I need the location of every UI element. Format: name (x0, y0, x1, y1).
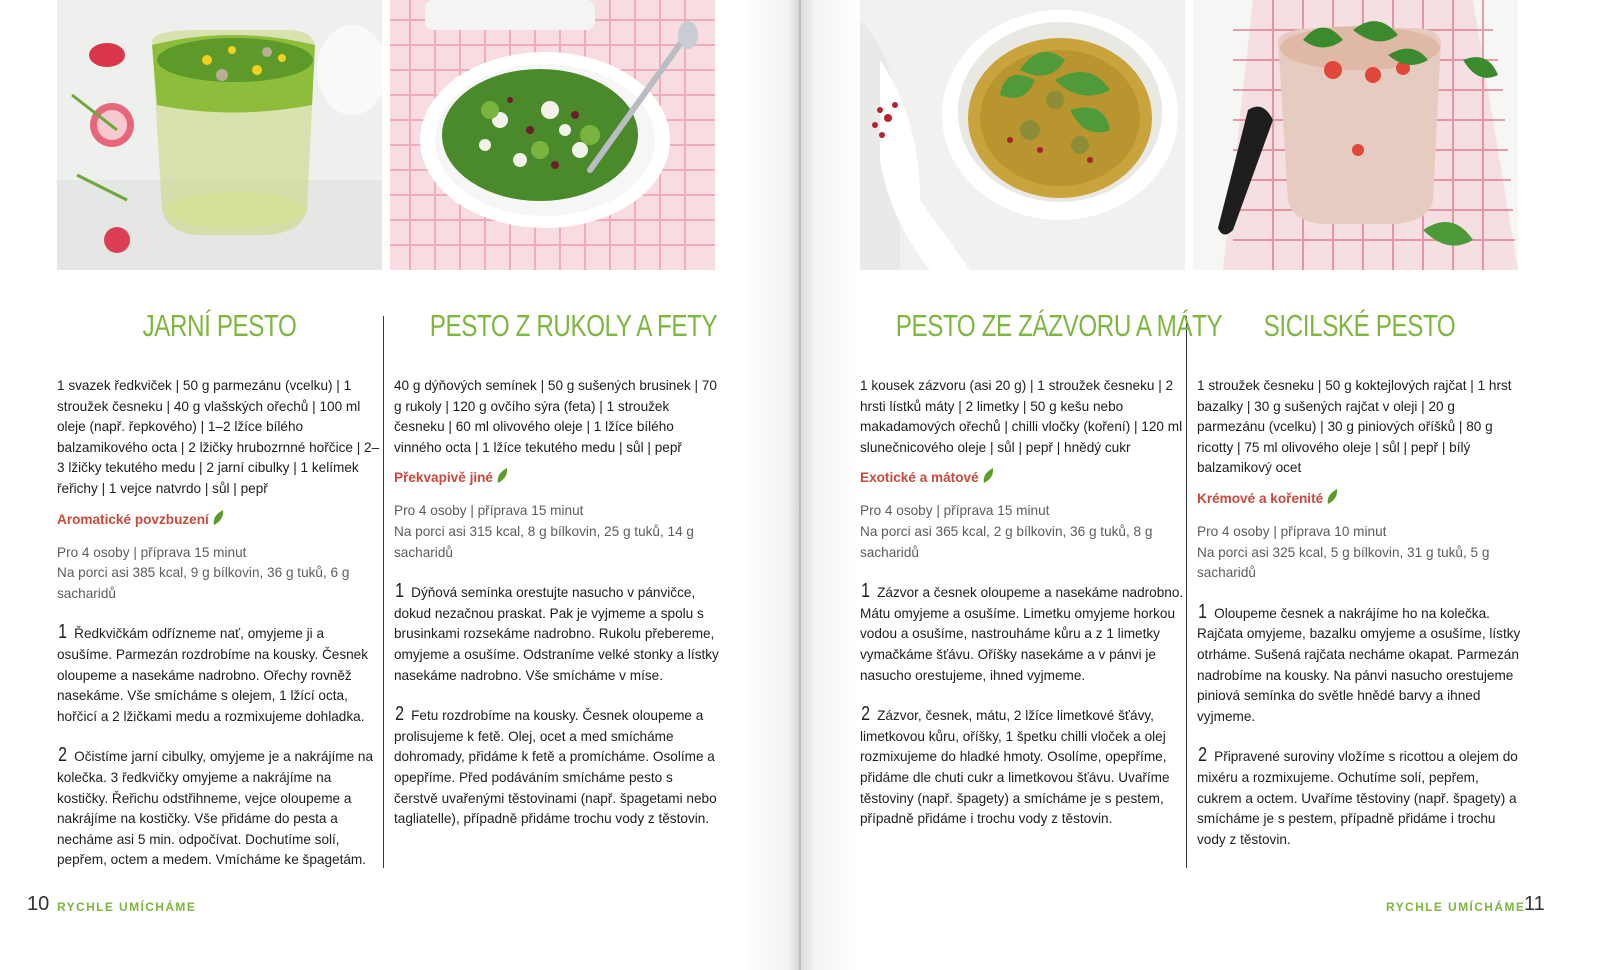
recipe-meta (57, 543, 382, 605)
recipe-tagline (1197, 489, 1522, 508)
recipe-step (1197, 602, 1522, 728)
page-number-right: 11 (1524, 893, 1545, 915)
recipe-pesto-ze-zazvoru (860, 300, 1223, 848)
step-text: Ředkvičkám odřízneme nať, omyjeme ji a osušíme. Parmezán rozdrobíme na kousky. Česnek oloupeme a nasekáme nadrobno. Ořechy rovněž nasekáme. Vše smícháme s olejem, 1 lžící octa, hořčicí a 2 lžičkami medu a rozmixujeme dohladka. (57, 626, 369, 724)
recipe-pesto-z-rukoly (394, 300, 719, 848)
recipe-step (57, 622, 382, 727)
tagline-text: Exotické a mátové (860, 470, 979, 486)
tagline-text: Překvapivě jiné (394, 470, 493, 486)
recipe-tagline (394, 468, 719, 487)
running-title-left: RYCHLE UMÍCHÁME (57, 900, 197, 914)
nutrition-info: Na porci asi 385 kcal, 9 g bílkovin, 36 g tuků, 6 g sacharidů (57, 565, 350, 601)
servings-time: Pro 4 osoby | příprava 15 minut (57, 544, 247, 560)
ingredients-list: 1 svazek ředkviček | 50 g parmezánu (vcelku) | 1 stroužek česneku | 40 g vlašských ořechů | 100 ml oleje (např. řepkového) | 1–2 lžíce bílého balzamikového octa | 2 lžičky hrubozrnné hořčice | 2–3 lžičky tekutého medu | 2 jarní cibulky | 1 kelímek řeřichy | 1 vejce natvrdo | sůl | pepř (57, 378, 380, 496)
leaf-icon (496, 468, 508, 484)
step-number: 1 (395, 580, 405, 603)
book-gutter (740, 0, 860, 970)
photo-ginger-mint-pesto (860, 0, 1185, 270)
photo-sicilian-pesto (1193, 0, 1518, 270)
step-number: 2 (395, 703, 405, 726)
nutrition-info: Na porci asi 315 kcal, 8 g bílkovin, 25 g tuků, 14 g sacharidů (394, 523, 694, 560)
step-text: Oloupeme česnek a nakrájíme ho na kolečka. Rajčata omyjeme, bazalku omyjeme a osušíme, lístky otrháme. Sušená rajčata necháme okapat. Parmezán nadrobíme na kousky. Na pánvi nasucho orestujeme piniová semínka do světle hnědé barvy a ihned vyjmeme. (1197, 605, 1521, 724)
tagline-text: Krémové a kořenité (1197, 490, 1324, 506)
step-text: Očistíme jarní cibulky, omyjeme je a nakrájíme na kolečka. 3 ředkvičky omyjeme a nakrájíme na kostičky. Řeřichu odstřihneme, vejce oloupeme a nakrájíme na kostičky. Vše přidáme do pesta a necháme asi 5 min. odpočívat. Dochutíme solí, pepřem, octem a medem. Vmícháme ke špagetám. (57, 749, 374, 868)
recipe-title: JARNÍ PESTO (142, 308, 297, 343)
servings-time: Pro 4 osoby | příprava 15 minut (394, 503, 584, 519)
running-title-right: RYCHLE UMÍCHÁME (1386, 900, 1526, 914)
ingredients-list: 1 kousek zázvoru (asi 20 g) | 1 stroužek česneku | 2 hrsti lístků máty | 2 limetky | 50 g kešu nebo makadamových ořechů | chilli vločky (koření) | 120 ml slunečnicového oleje | sůl | pepř | hnědý cukr (860, 378, 1183, 455)
recipe-meta (1197, 522, 1522, 584)
step-number: 2 (861, 703, 871, 726)
ginger-mint-bowl-image (860, 0, 1185, 270)
recipe-tagline (57, 510, 382, 529)
step-number: 1 (1198, 600, 1208, 623)
spring-pesto-jar-image (57, 0, 382, 270)
step-text: Dýňová semínka orestujte nasucho v pánvičce, dokud nezačnou praskat. Pak je vyjmeme a spolu s brusinkami rozsekáme nadrobno. Rukolu přebereme, omyjeme a osušíme. Odstraníme velké stonky a lístky nasekáme nadrobno. Vše smícháme v míse. (394, 585, 719, 683)
photo-spring-pesto (57, 0, 382, 270)
servings-time: Pro 4 osoby | příprava 10 minut (1197, 523, 1387, 539)
tagline-text: Aromatické povzbuzení (57, 511, 209, 527)
leaf-icon (212, 510, 224, 526)
recipe-title: PESTO Z RUKOLY A FETY (429, 308, 718, 343)
step-text: Zázvor a česnek oloupeme a nasekáme nadrobno. Mátu omyjeme a osušíme. Limetku omyjeme horkou vodou a osušíme, nastrouháme kůru a z 1 limetky vymačkáme šťávu. Oříšky nasekáme a v pánvi je nasucho orestujeme, ihned vyjmeme. (860, 585, 1184, 683)
recipe-title: PESTO ZE ZÁZVORU A MÁTY (895, 308, 1223, 343)
nutrition-info: Na porci asi 325 kcal, 5 g bílkovin, 31 g tuků, 5 g sacharidů (1197, 544, 1490, 581)
ingredients-list: 40 g dýňových semínek | 50 g sušených brusinek | 70 g rukoly | 120 g ovčího sýra (feta) | 1 stroužek česneku | 60 ml olivového oleje | 1 lžíce bílého vinného octa | 1 lžíce tekutého medu | sůl | pepř (394, 378, 717, 455)
step-text: Připravené suroviny vložíme s ricottou a olejem do mixéru a rozmixujeme. Ochutíme solí, pepřem, cukrem a octem. Uvaříme těstoviny (např. špagety) a smícháme je s pestem, případně přidáme i trochu vody z těstovin. (1197, 749, 1518, 847)
step-number: 1 (861, 580, 871, 603)
recipe-title: SICILSKÉ PESTO (1263, 308, 1456, 343)
nutrition-info: Na porci asi 365 kcal, 2 g bílkovin, 36 g tuků, 8 g sacharidů (860, 523, 1153, 560)
step-text: Zázvor, česnek, mátu, 2 lžíce limetkové šťávy, limetkovou kůru, oříšky, 1 špetku chilli vloček a olej rozmixujeme do hladké hmoty. Osolíme, opepříme, přidáme dle chuti cukr a limetkovou šťávu. Uvaříme těstoviny (např. špagety) a smícháme je s pestem, případně přidáme i trochu vody z těstovin. (860, 708, 1170, 827)
photo-rucola-feta-pesto (390, 0, 715, 270)
recipe-jarni-pesto (57, 300, 382, 889)
ingredients-list: 1 stroužek česneku | 50 g koktejlových rajčat | 1 hrst bazalky | 30 g sušených rajčat v oleji | 20 g parmezánu (vcelku) | 30 g piniových oříšků | 80 g ricotty | 75 ml olivového oleje | sůl | pepř | bílý balzamikový ocet (1197, 378, 1512, 476)
recipe-step (1197, 745, 1522, 850)
recipe-step (860, 581, 1185, 686)
column-divider-right-page (1186, 316, 1187, 868)
step-text: Fetu rozdrobíme na kousky. Česnek oloupeme a prolisujeme k fetě. Olej, ocet a med smícháme dohromady, přidáme k fetě a promícháme. Osolíme a opepříme. Před podáváním smícháme pesto s čerstvě uvařenými těstovinami (např. špagetami nebo tagliatelle), případně přidáme trochu vody z těstovin. (394, 708, 717, 827)
step-number: 2 (58, 744, 68, 767)
recipe-step (394, 581, 719, 686)
servings-time: Pro 4 osoby | příprava 15 minut (860, 503, 1050, 519)
recipe-meta (860, 501, 1185, 563)
recipe-meta (394, 501, 719, 563)
sicilian-pesto-jar-image (1193, 0, 1518, 270)
recipe-step (57, 745, 382, 871)
page-number-left: 10 (27, 893, 50, 915)
leaf-icon (982, 468, 994, 484)
rucola-feta-bowl-image (390, 0, 715, 270)
recipe-tagline (860, 468, 1185, 487)
recipe-step (394, 704, 719, 830)
recipe-step (860, 704, 1185, 830)
leaf-icon (1326, 489, 1338, 505)
step-number: 1 (58, 621, 68, 644)
column-divider-left-page (383, 316, 384, 868)
recipe-sicilske-pesto (1197, 300, 1522, 868)
step-number: 2 (1198, 744, 1208, 767)
